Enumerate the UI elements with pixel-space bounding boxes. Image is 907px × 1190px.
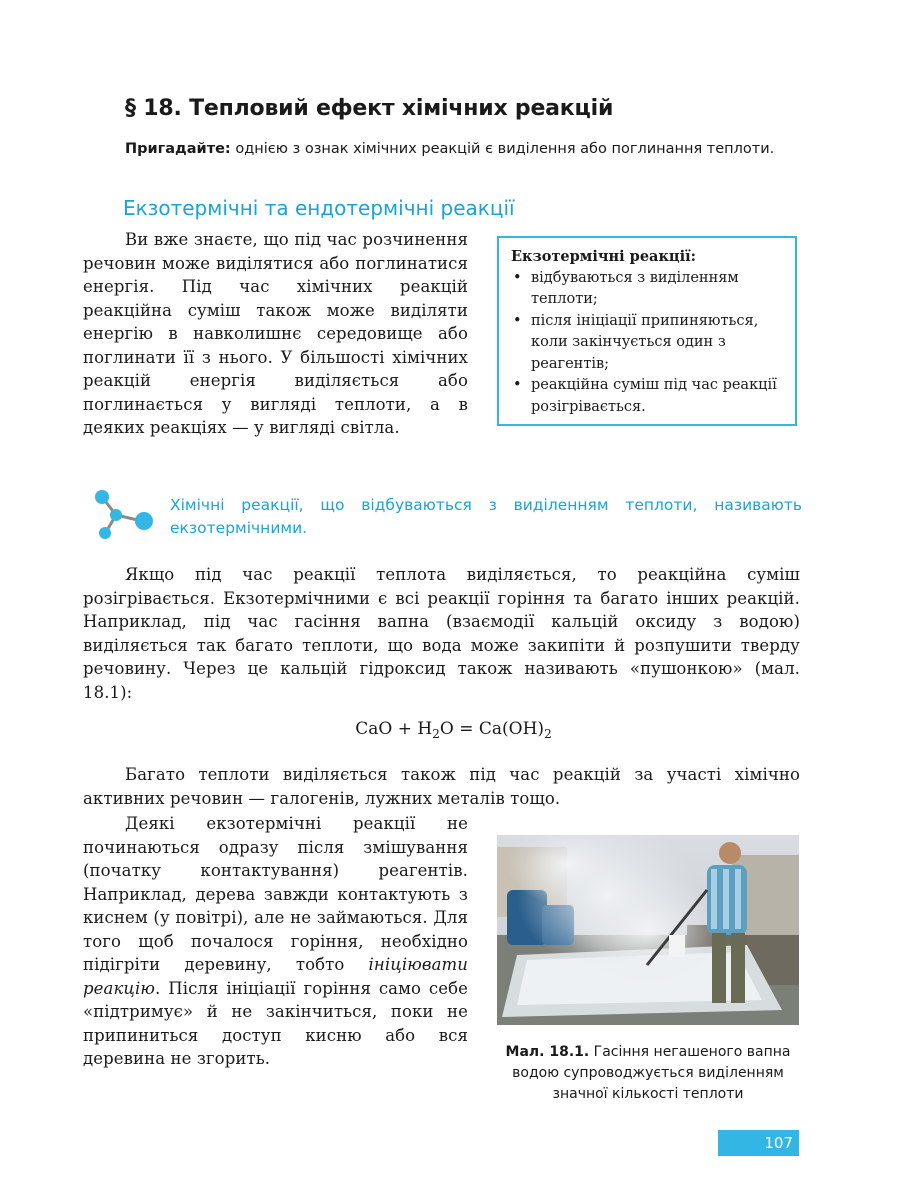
- info-box-title: Екзотермічні реакції:: [511, 248, 696, 265]
- molecule-icon: [92, 487, 154, 541]
- paragraph-active-substances-text: Багато теплоти виділяється також під час реакцій за участі хімічно активних речовин — галогенів, лужних металів тощо.: [83, 765, 800, 808]
- figure-caption: [494, 1042, 802, 1105]
- equation-part: CaO + H: [355, 719, 433, 739]
- definition-text: Хімічні реакції, що відбуваються з виділенням теплоти, називають екзотермічними.: [170, 496, 802, 537]
- text-span: Деякі екзотермічні реакції не починаються одразу після змішування (початку контактування) реагентів. Наприклад, дерева завжди контактують з киснем (у повітрі), але не займаються. Для того щоб почалося горіння, необхідно підігріти деревину, тобто: [83, 814, 468, 974]
- paragraph-example-text: Якщо під час реакції теплота виділяється, то реакційна суміш розігрівається. Екзотермічними є всі реакції горіння та багато інших реакцій. Наприклад, під час гасіння вапна (взаємодії кальцій оксиду з водою) виділяється так багато теплоти, що вода може закипіти й розпушити тверду речовину. Через це кальцій гідроксид також називають «пушонкою» (мал. 18.1):: [83, 565, 800, 702]
- equation-part: O = Ca(OH): [439, 719, 545, 739]
- text-span: . Після ініціації горіння само себе «підтримує» й не закінчиться, поки не припиниться доступ кисню або вся деревина не згорить.: [83, 978, 468, 1068]
- chemical-equation: [0, 719, 907, 741]
- paragraph-active-substances: [83, 763, 800, 810]
- subheading: Екзотермічні та ендотермічні реакції: [123, 196, 515, 220]
- equation-subscript: 2: [544, 727, 552, 741]
- info-box-item: • після ініціації припиняються, коли закінчується один з реагентів;: [511, 311, 785, 376]
- paragraph-example: [83, 563, 800, 704]
- paragraph-intro-text: Ви вже знаєте, що під час розчинення речовин може виділятися або поглинатися енергія. Під час хімічних реакцій реакційна суміш також може виділяти енергію в навколишнє середовище або поглинати її з нього. У більшості хімічних реакцій енергія виділяється або поглинається у вигляді теплоти, а в деяких реакціях — у вигляді світла.: [83, 230, 468, 437]
- figure-label: Мал. 18.1.: [505, 1044, 590, 1060]
- exothermic-info-box: [497, 236, 797, 426]
- info-box-item: • відбуваються з виділенням теплоти;: [511, 268, 785, 311]
- info-box-list: [511, 268, 785, 419]
- page-number: 107: [718, 1130, 799, 1156]
- recall-label: Пригадайте:: [125, 141, 231, 157]
- recall-note: [125, 138, 800, 160]
- figure-photo: [497, 835, 799, 1025]
- info-box-item: • реакційна суміш під час реакції розігрівається.: [511, 375, 785, 418]
- paragraph-initiation-text: [83, 812, 468, 1071]
- paragraph-initiation: [83, 812, 468, 1071]
- figure-caption-text: Гасіння негашеного вапна водою супроводжується виділенням значної кількості теплоти: [512, 1044, 791, 1102]
- paragraph-intro: [83, 228, 468, 440]
- italic-term: ініціювати реакцію: [83, 955, 468, 998]
- equation-subscript: 2: [432, 727, 440, 741]
- recall-text: однією з ознак хімічних реакцій є виділення або поглинання теплоти.: [235, 141, 775, 157]
- section-title: § 18. Тепловий ефект хімічних реакцій: [125, 96, 614, 121]
